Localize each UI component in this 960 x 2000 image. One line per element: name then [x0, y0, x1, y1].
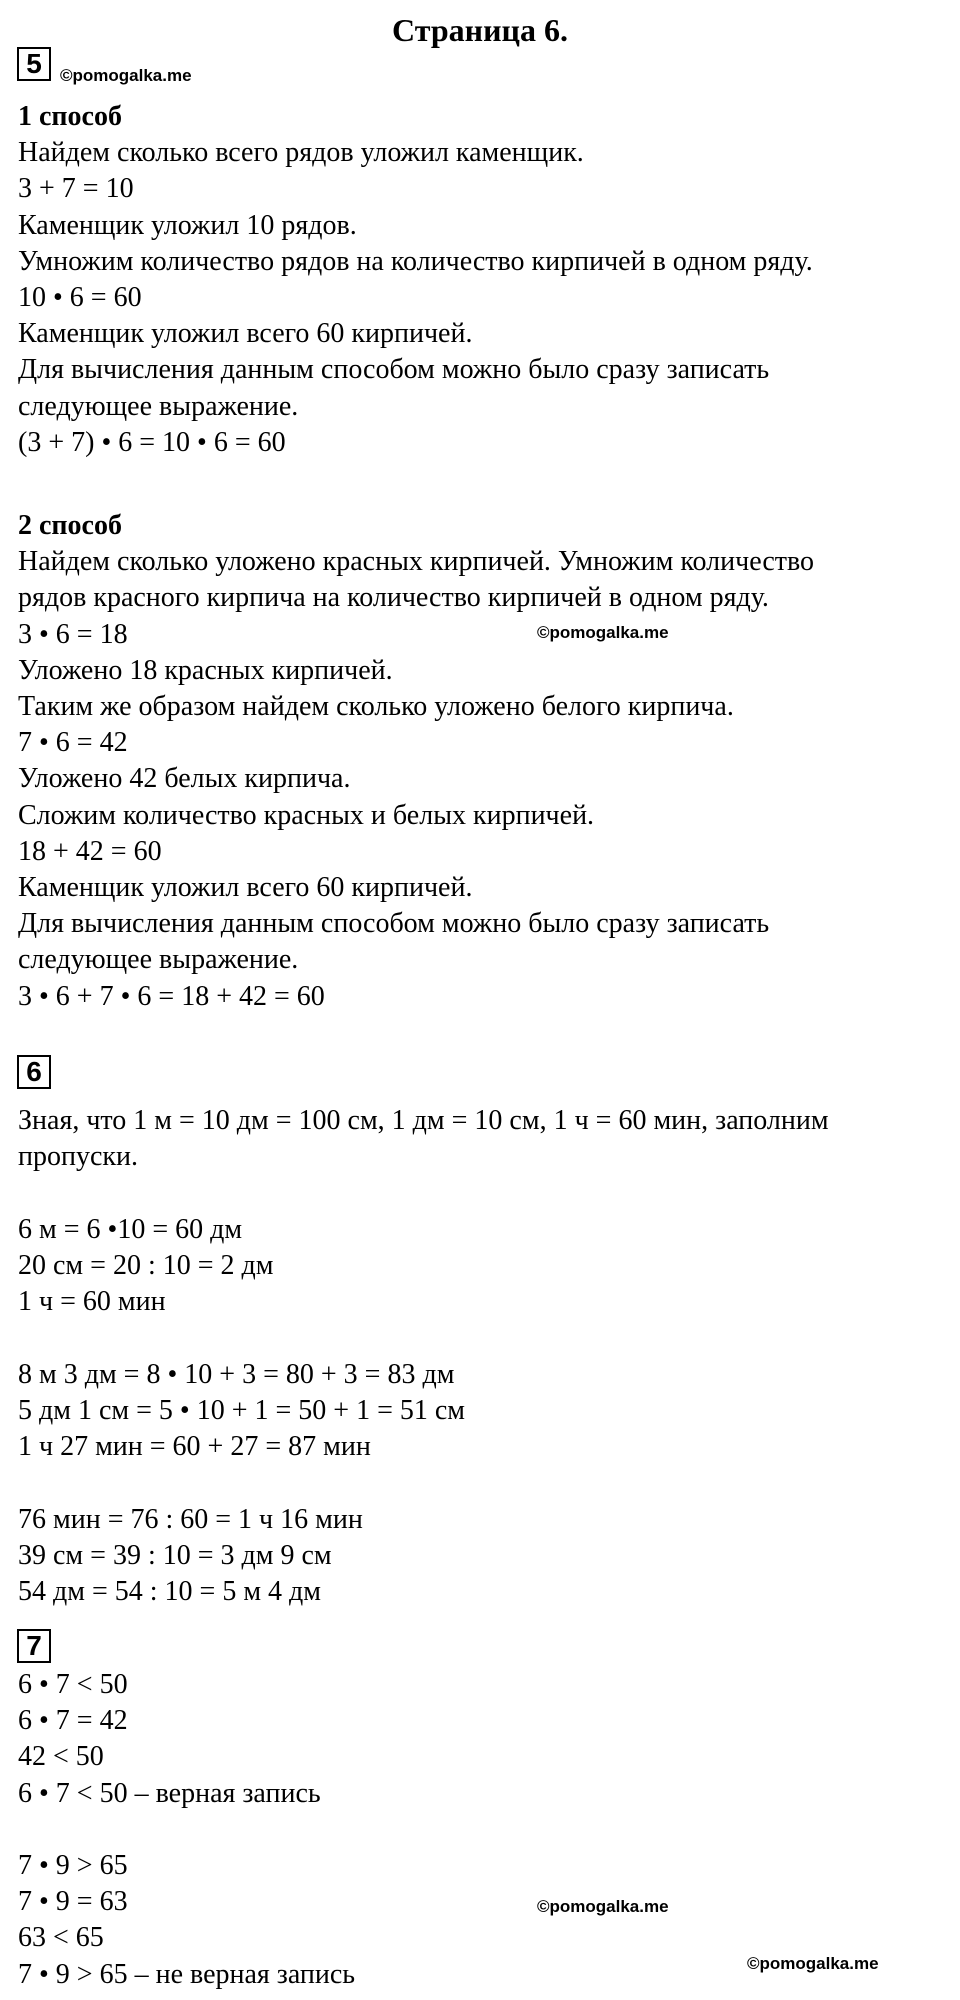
watermark: ©pomogalka.me — [747, 1954, 879, 1973]
text-line: Для вычисления данным способом можно было сразу записать — [18, 908, 770, 940]
text-line: рядов красного кирпича на количество кирпичей в одном ряду. — [18, 582, 769, 614]
page-title: Страница 6. — [392, 12, 568, 48]
text-line: Каменщик уложил 10 рядов. — [18, 209, 357, 241]
watermark: ©pomogalka.me — [537, 1897, 669, 1916]
text-line: Найдем сколько уложено красных кирпичей. Умножим количество — [18, 546, 815, 578]
text-line: Сложим количество красных и белых кирпичей. — [18, 799, 595, 831]
task5-method2 — [18, 508, 948, 1015]
text-line: 18 + 42 = 60 — [18, 835, 162, 867]
conversion-line: 20 см = 20 : 10 = 2 дм — [18, 1250, 274, 1282]
text-line: Каменщик уложил всего 60 кирпичей. — [18, 318, 473, 350]
conversion-line: 1 ч = 60 мин — [18, 1286, 166, 1318]
spacer — [18, 1321, 948, 1357]
watermark: ©pomogalka.me — [537, 623, 669, 642]
conversion-line: 5 дм 1 см = 5 • 10 + 1 = 50 + 1 = 51 см — [18, 1395, 466, 1426]
text-line: (3 + 7) • 6 = 10 • 6 = 60 — [18, 426, 286, 458]
task5-method1 — [18, 99, 948, 461]
comparison-line: 63 < 65 — [18, 1922, 104, 1954]
spacer — [18, 1812, 948, 1848]
text-line: Умножим количество рядов на количество кирпичей в одном ряду. — [18, 245, 813, 277]
comparison-line: 7 • 9 = 63 — [18, 1886, 128, 1918]
text-line: пропуски. — [18, 1141, 138, 1173]
text-line: следующее выражение. — [18, 390, 299, 422]
spacer — [18, 1465, 948, 1501]
method-heading: 2 способ — [18, 510, 122, 541]
text-line: Зная, что 1 м = 10 дм = 100 см, 1 дм = 10 см, 1 ч = 60 мин, заполним — [18, 1105, 829, 1136]
conversion-line: 8 м 3 дм = 8 • 10 + 3 = 80 + 3 = 83 дм — [18, 1358, 455, 1390]
conversion-line: 6 м = 6 •10 = 60 дм — [18, 1214, 243, 1245]
conversion-line: 76 мин = 76 : 60 = 1 ч 16 мин — [18, 1503, 363, 1535]
comparison-line: 7 • 9 > 65 – не верная запись — [18, 1958, 356, 1990]
text-line: 3 • 6 + 7 • 6 = 18 + 42 = 60 — [18, 980, 325, 1012]
task-number-5: 5 — [17, 47, 51, 81]
comparison-line: 6 • 7 < 50 — [18, 1669, 128, 1700]
task-number-7: 7 — [17, 1629, 51, 1663]
text-line: следующее выражение. — [18, 944, 299, 976]
text-line: Уложено 18 красных кирпичей. — [18, 654, 393, 686]
conversion-line: 54 дм = 54 : 10 = 5 м 4 дм — [18, 1576, 322, 1607]
text-line: Найдем сколько всего рядов уложил каменщик. — [18, 137, 584, 169]
text-line: 3 + 7 = 10 — [18, 173, 134, 205]
text-line: 3 • 6 = 18 — [18, 618, 128, 650]
comparison-line: 7 • 9 > 65 — [18, 1850, 128, 1881]
task6-conversions — [18, 1212, 948, 1610]
text-line: Таким же образом найдем сколько уложено белого кирпича. — [18, 691, 734, 723]
conversion-line: 1 ч 27 мин = 60 + 27 = 87 мин — [18, 1431, 371, 1463]
task-number-6: 6 — [17, 1055, 51, 1089]
task7-comparisons — [18, 1667, 948, 1993]
text-line: 7 • 6 = 42 — [18, 727, 128, 759]
text-line: Уложено 42 белых кирпича. — [18, 763, 351, 795]
comparison-line: 6 • 7 < 50 – верная запись — [18, 1777, 321, 1809]
text-line: 10 • 6 = 60 — [18, 282, 142, 314]
text-line: Для вычисления данным способом можно было сразу записать — [18, 354, 770, 386]
method-heading: 1 способ — [18, 101, 122, 132]
text-line: Каменщик уложил всего 60 кирпичей. — [18, 872, 473, 904]
comparison-line: 6 • 7 = 42 — [18, 1705, 128, 1737]
conversion-line: 39 см = 39 : 10 = 3 дм 9 см — [18, 1539, 332, 1571]
comparison-line: 42 < 50 — [18, 1741, 104, 1773]
task6-intro — [18, 1103, 948, 1175]
watermark: ©pomogalka.me — [60, 66, 192, 85]
